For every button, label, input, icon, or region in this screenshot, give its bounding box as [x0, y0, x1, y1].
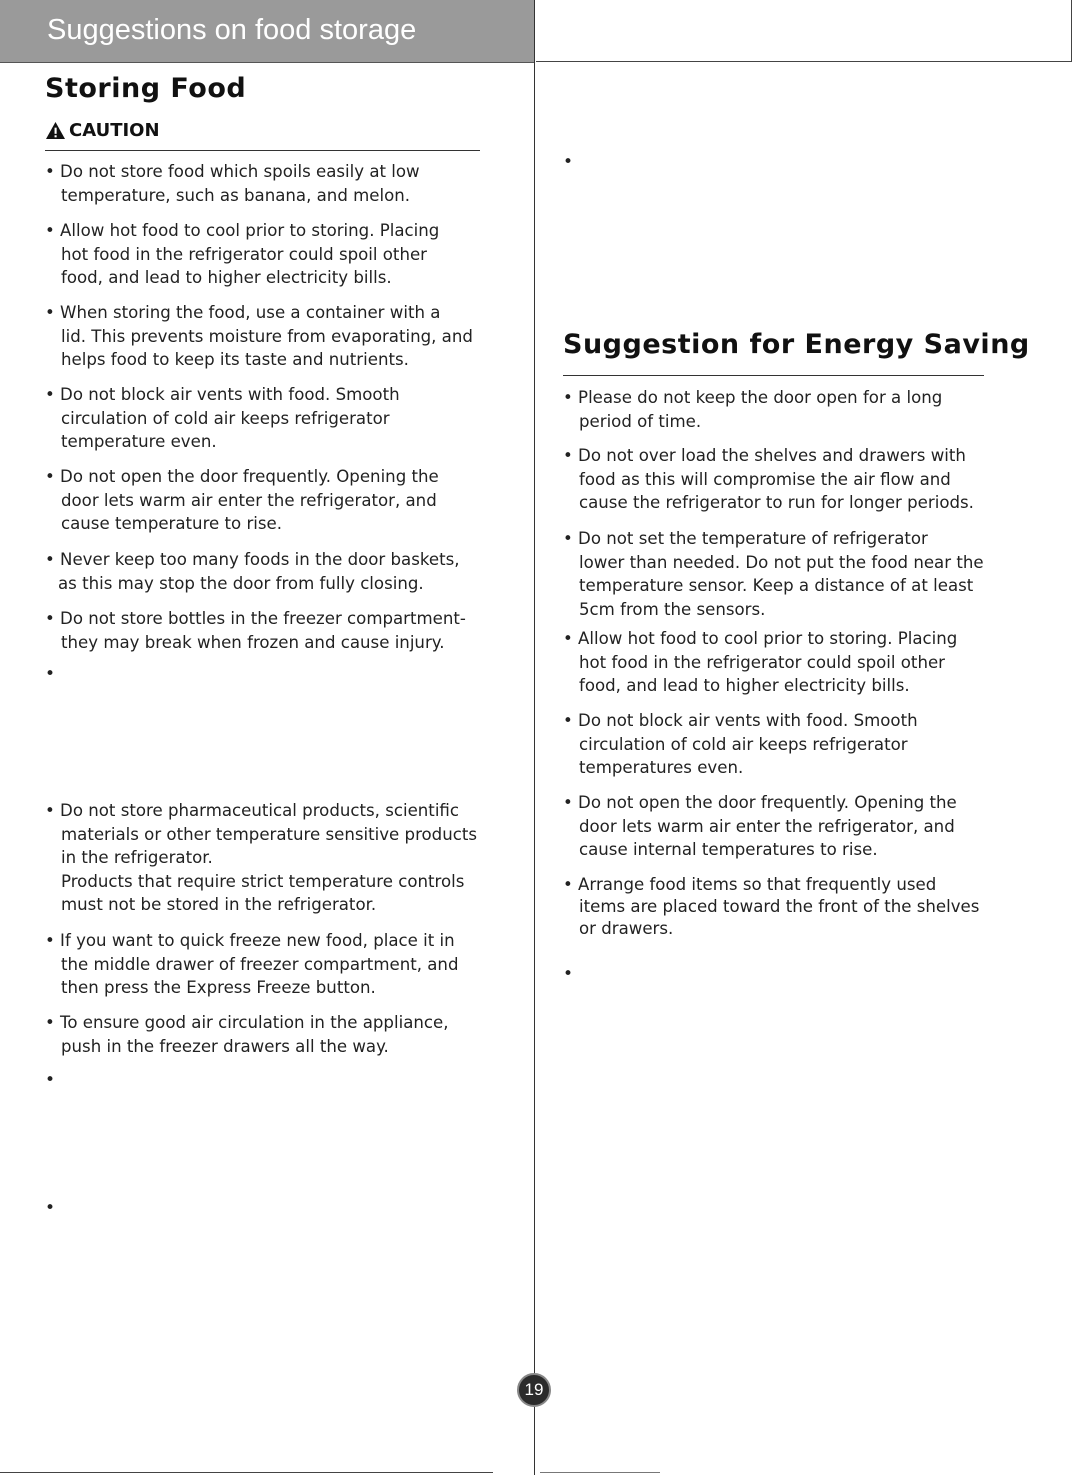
storing-bullet [45, 548, 460, 595]
bullet-line: door lets warm air enter the refrigerator, and [579, 816, 955, 836]
bullet-line: cause the refrigerator to run for longer periods. [579, 493, 974, 513]
bullet-line: hot food in the refrigerator could spoil other [579, 652, 945, 672]
bullet-line: circulation of cold air keeps refrigerator [61, 408, 390, 428]
bullet-line: lower than needed. Do not put the food near the [579, 552, 984, 572]
bullet-line: • Arrange food items so that frequently used [563, 875, 937, 894]
caution-label [45, 120, 160, 141]
storing-food-heading: Storing Food [45, 73, 247, 104]
header-right-box [536, 0, 1072, 62]
energy-bullet [563, 791, 957, 862]
column-divider [534, 0, 535, 1475]
bullet-line: then press the Express Freeze button. [61, 978, 376, 998]
bullet-line: door lets warm air enter the refrigerator, and [61, 490, 437, 510]
page-number-badge: 19 [517, 1373, 551, 1407]
energy-bullet [563, 709, 918, 780]
bullet-line: lid. This prevents moisture from evaporating, and [61, 326, 473, 346]
bullet-line: period of time. [579, 411, 702, 431]
page-header-title: Suggestions on food storage [47, 14, 417, 46]
bullet-line: circulation of cold air keeps refrigerator [579, 734, 908, 754]
storing-bullet [45, 383, 400, 454]
bullet-line: food, and lead to higher electricity bills. [579, 676, 910, 696]
bullet-line: • Do not store food which spoils easily at low [45, 162, 420, 181]
storing-bullet [45, 465, 439, 536]
bullet-line: food as this will compromise the air flow and [579, 469, 951, 489]
bullet-line: • Do not block air vents with food. Smooth [45, 385, 400, 404]
bullet-line: • Do not block air vents with food. Smooth [563, 711, 918, 730]
energy-bullet [563, 627, 957, 698]
storing-bullet [45, 929, 458, 1000]
bullet-line: items are placed toward the front of the shelves [579, 897, 980, 916]
bullet-line: temperature sensor. Keep a distance of at least [579, 576, 974, 596]
bullet-line: • Allow hot food to cool prior to storing. Placing [563, 629, 958, 648]
energy-saving-divider [563, 375, 984, 376]
storing-bullet [45, 219, 439, 290]
bullet-line: helps food to keep its taste and nutrients. [61, 350, 409, 370]
storing-bullet [45, 160, 420, 207]
footer-rule [0, 1472, 493, 1473]
energy-bullet [563, 874, 979, 940]
storing-bullet [45, 301, 473, 372]
bullet-line: • Do not open the door frequently. Opening the [563, 793, 957, 812]
bullet-line: • Please do not keep the door open for a long [563, 388, 943, 407]
bullet-line: • Do not open the door frequently. Opening the [45, 467, 439, 486]
bullet-line: cause internal temperatures to rise. [579, 840, 878, 860]
empty-bullet: • [45, 664, 56, 684]
bullet-line: • Do not over load the shelves and drawers with [563, 446, 966, 465]
bullet-line: push in the freezer drawers all the way. [61, 1036, 389, 1056]
bullet-line: temperature even. [61, 432, 217, 452]
energy-bullet [563, 527, 984, 621]
energy-bullet [563, 386, 942, 433]
storing-bullet [45, 1011, 448, 1058]
bullet-line: • Do not set the temperature of refrigerator [563, 529, 928, 548]
caution-text: CAUTION [69, 120, 160, 141]
bullet-line: must not be stored in the refrigerator. [61, 895, 377, 915]
bullet-line: temperatures even. [579, 758, 744, 778]
empty-bullet: • [563, 964, 574, 984]
bullet-line: 5cm from the sensors. [579, 599, 766, 619]
bullet-line: Products that require strict temperature controls [61, 871, 465, 891]
bullet-line: • Do not store bottles in the freezer compartment- [45, 609, 466, 628]
bullet-line: hot food in the refrigerator could spoil other [61, 244, 427, 264]
warning-triangle-icon [45, 121, 66, 140]
empty-bullet: • [45, 1070, 56, 1090]
storing-bullet [45, 607, 466, 654]
energy-saving-heading: Suggestion for Energy Saving [563, 329, 1030, 360]
empty-bullet: • [563, 152, 574, 172]
bullet-line: • Never keep too many foods in the door baskets, [45, 550, 460, 569]
bullet-line: • Allow hot food to cool prior to storing. Placing [45, 221, 440, 240]
bullet-line: • If you want to quick freeze new food, place it in [45, 931, 455, 950]
bullet-line: temperature, such as banana, and melon. [61, 185, 411, 205]
empty-bullet: • [45, 1198, 56, 1218]
bullet-line: or drawers. [579, 919, 674, 938]
bullet-line: in the refrigerator. [61, 848, 213, 868]
energy-bullet [563, 444, 974, 515]
caution-divider [45, 150, 480, 151]
header-band [0, 0, 534, 63]
bullet-line: they may break when frozen and cause injury. [61, 632, 445, 652]
bullet-line: materials or other temperature sensitive products [61, 824, 478, 844]
bullet-line: food, and lead to higher electricity bills. [61, 268, 392, 288]
bullet-line: • To ensure good air circulation in the appliance, [45, 1013, 449, 1032]
footer-rule [540, 1472, 660, 1473]
storing-bullet [45, 799, 477, 917]
bullet-line: as this may stop the door from fully closing. [58, 573, 424, 593]
bullet-line: • Do not store pharmaceutical products, scientific [45, 801, 460, 820]
bullet-line: cause temperature to rise. [61, 514, 283, 534]
bullet-line: the middle drawer of freezer compartment, and [61, 954, 459, 974]
bullet-line: • When storing the food, use a container with a [45, 303, 441, 322]
